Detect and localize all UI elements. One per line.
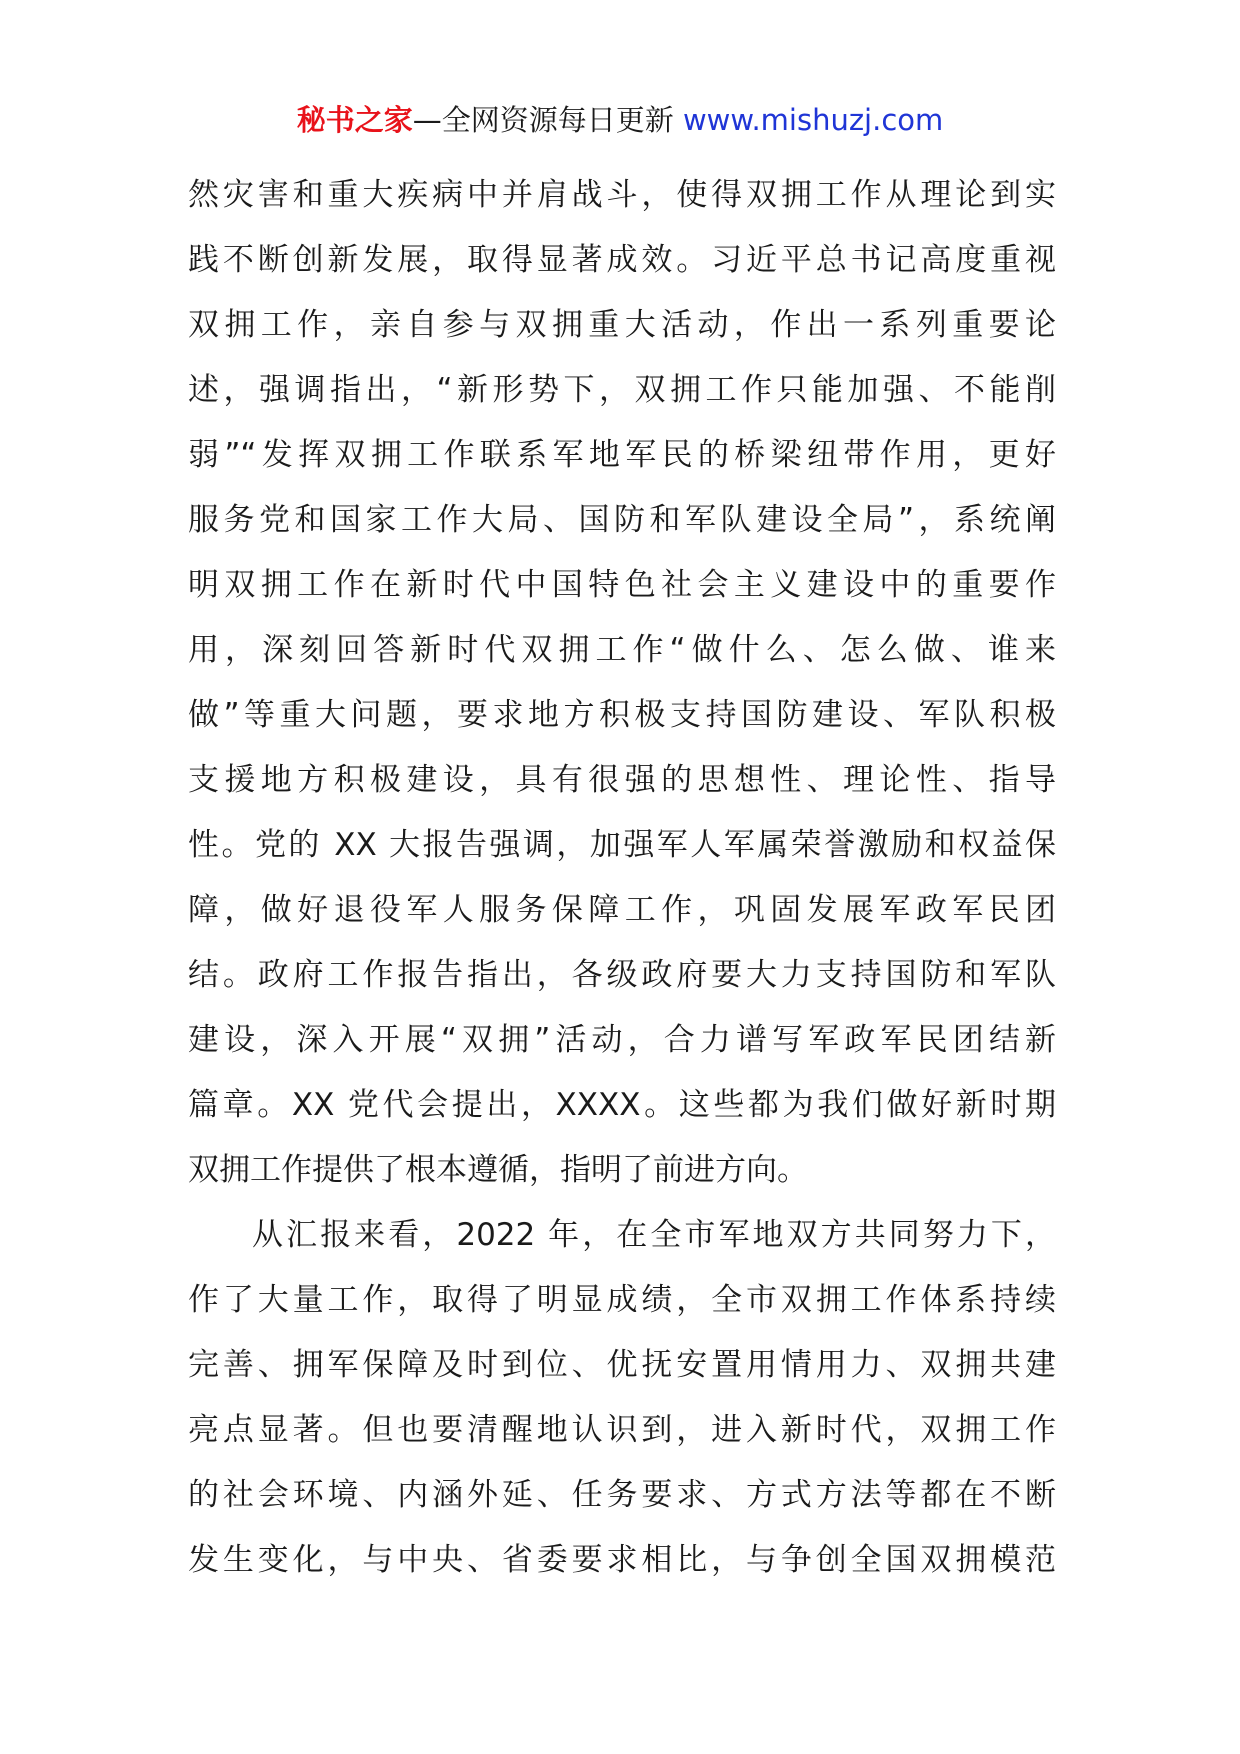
body-line: 服务党和国家工作大局、国防和军队建设全局”，系统阐 <box>188 502 1056 538</box>
body-line: 发生变化，与中央、省委要求相比，与争创全国双拥模范 <box>188 1542 1056 1578</box>
header-url[interactable]: www.mishuzj.com <box>682 103 944 137</box>
document-body <box>188 163 1056 1593</box>
page-header <box>0 100 1240 140</box>
body-line: 作了大量工作，取得了明显成绩，全市双拥工作体系持续 <box>188 1282 1056 1318</box>
body-line: 篇章。XX 党代会提出，XXXX。这些都为我们做好新时期 <box>188 1087 1056 1123</box>
paragraph-first-line: 从汇报来看，2022 年，在全市军地双方共同努力下， <box>252 1217 1056 1253</box>
body-line: 的社会环境、内涵外延、任务要求、方式方法等都在不断 <box>188 1477 1056 1513</box>
body-line: 用，深刻回答新时代双拥工作“做什么、怎么做、谁来 <box>188 632 1056 668</box>
body-line: 完善、拥军保障及时到位、优抚安置用情用力、双拥共建 <box>188 1347 1056 1383</box>
body-line: 结。政府工作报告指出，各级政府要大力支持国防和军队 <box>188 957 1056 993</box>
brand-name: 秘书之家 <box>296 103 413 137</box>
body-line: 建设，深入开展“双拥”活动，合力谱写军政军民团结新 <box>188 1022 1056 1058</box>
body-line: 做”等重大问题，要求地方积极支持国防建设、军队积极 <box>188 697 1056 733</box>
body-line: 述，强调指出，“新形势下，双拥工作只能加强、不能削 <box>188 372 1056 408</box>
paragraph-last-line: 双拥工作提供了根本遵循，指明了前进方向。 <box>188 1152 808 1188</box>
body-line: 践不断创新发展，取得显著成效。习近平总书记高度重视 <box>188 242 1056 278</box>
body-line: 弱”“发挥双拥工作联系军地军民的桥梁纽带作用，更好 <box>188 437 1056 473</box>
body-line: 支援地方积极建设，具有很强的思想性、理论性、指导 <box>188 762 1056 798</box>
body-line: 明双拥工作在新时代中国特色社会主义建设中的重要作 <box>188 567 1056 603</box>
header-slogan: —全网资源每日更新 <box>412 103 674 137</box>
body-line: 性。党的 XX 大报告强调，加强军人军属荣誉激励和权益保 <box>188 827 1056 863</box>
body-line: 亮点显著。但也要清醒地认识到，进入新时代，双拥工作 <box>188 1412 1056 1448</box>
body-line: 双拥工作，亲自参与双拥重大活动，作出一系列重要论 <box>188 307 1056 343</box>
body-line: 障，做好退役军人服务保障工作，巩固发展军政军民团 <box>188 892 1056 928</box>
body-line: 然灾害和重大疾病中并肩战斗，使得双拥工作从理论到实 <box>188 177 1056 213</box>
